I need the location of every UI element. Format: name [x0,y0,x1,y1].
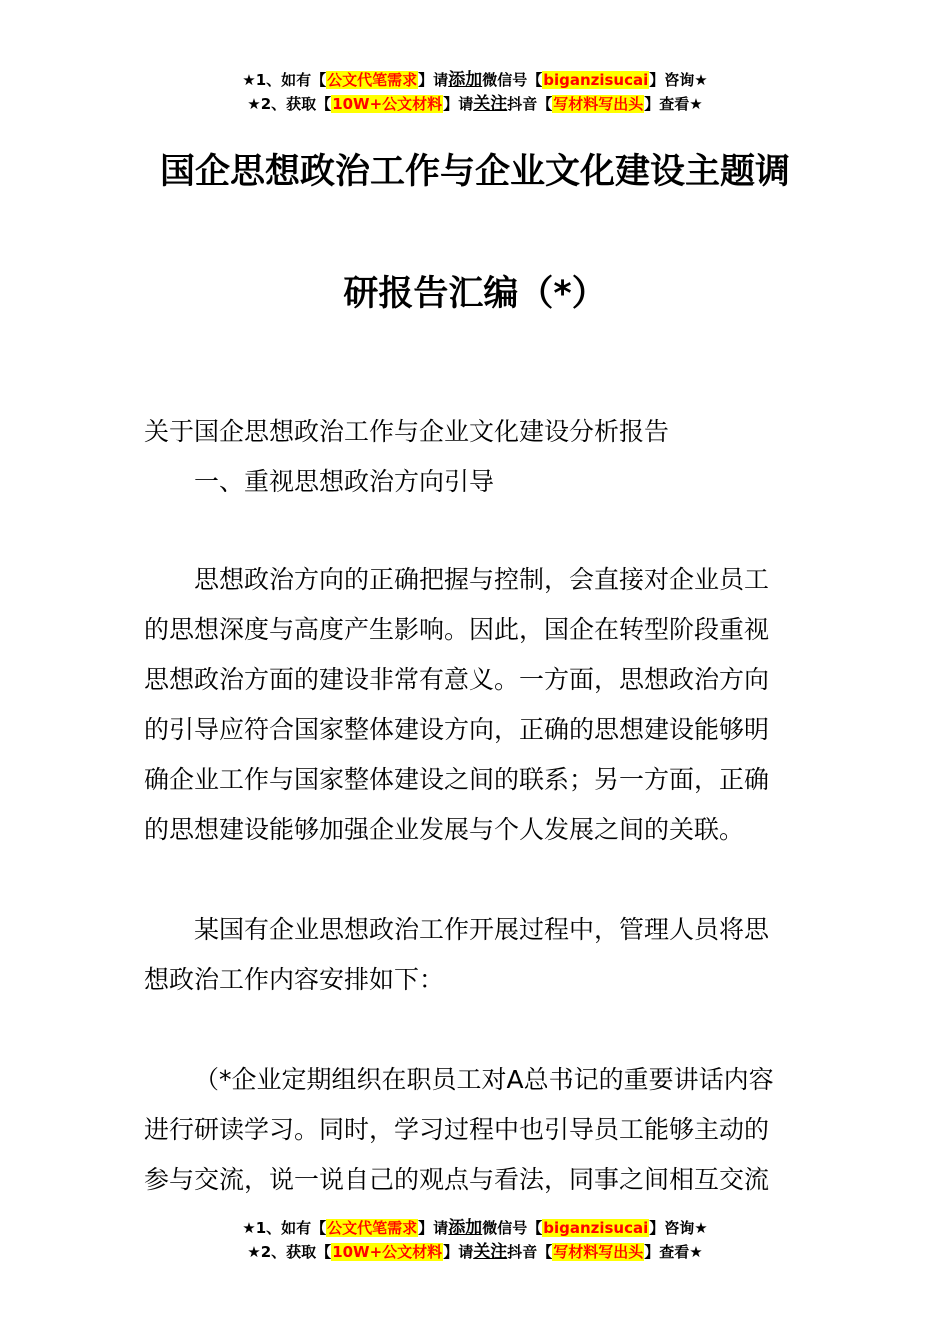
paragraph-line: （*企业定期组织在职员工对A总书记的重要讲话内容 [194,1065,774,1094]
paragraph-line: 的思想深度与高度产生影响。因此，国企在转型阶段重视 [144,615,770,644]
highlight-materials: 10W+公文材料 [332,1243,443,1261]
header-banner [0,68,950,116]
paragraph-line: 参与交流，说一说自己的观点与看法，同事之间相互交流 [144,1165,770,1194]
banner-line-1: ★1、如有【公文代笔需求】请添加微信号【biganzisucai】咨询★ [242,70,708,90]
banner-line-1: ★1、如有【公文代笔需求】请添加微信号【biganzisucai】咨询★ [242,1218,708,1238]
highlight-service: 公文代笔需求 [327,71,418,89]
paragraph-line: 的引导应符合国家整体建设方向，正确的思想建设能够明 [144,715,770,744]
highlight-service: 公文代笔需求 [327,1219,418,1237]
banner-line-2: ★2、获取【10W+公文材料】请关注抖音【写材料写出头】查看★ [247,1242,703,1262]
highlight-douyin: 写材料写出头 [553,95,644,113]
report-subtitle: 关于国企思想政治工作与企业文化建设分析报告 [144,417,670,446]
highlight-wechat-id: biganzisucai [543,71,649,89]
paragraph-line: 确企业工作与国家整体建设之间的联系；另一方面，正确 [144,765,770,794]
paragraph-line: 某国有企业思想政治工作开展过程中，管理人员将思 [194,915,770,944]
document-title-line-2: 研报告汇编（*） [343,274,607,314]
highlight-douyin: 写材料写出头 [553,1243,644,1261]
paragraph-line: 思想政治方向的正确把握与控制，会直接对企业员工 [194,565,770,594]
document-title-line-1: 国企思想政治工作与企业文化建设主题调 [159,152,790,192]
footer-banner [0,1216,950,1264]
highlight-materials: 10W+公文材料 [332,95,443,113]
section-heading: 一、重视思想政治方向引导 [194,467,495,496]
paragraph-line: 想政治工作内容安排如下： [144,965,445,994]
highlight-wechat-id: biganzisucai [543,1219,649,1237]
banner-line-2: ★2、获取【10W+公文材料】请关注抖音【写材料写出头】查看★ [247,94,703,114]
paragraph-line: 的思想建设能够加强企业发展与个人发展之间的关联。 [144,815,745,844]
paragraph-line: 思想政治方面的建设非常有意义。一方面，思想政治方向 [144,665,770,694]
paragraph-line: 进行研读学习。同时，学习过程中也引导员工能够主动的 [144,1115,770,1144]
